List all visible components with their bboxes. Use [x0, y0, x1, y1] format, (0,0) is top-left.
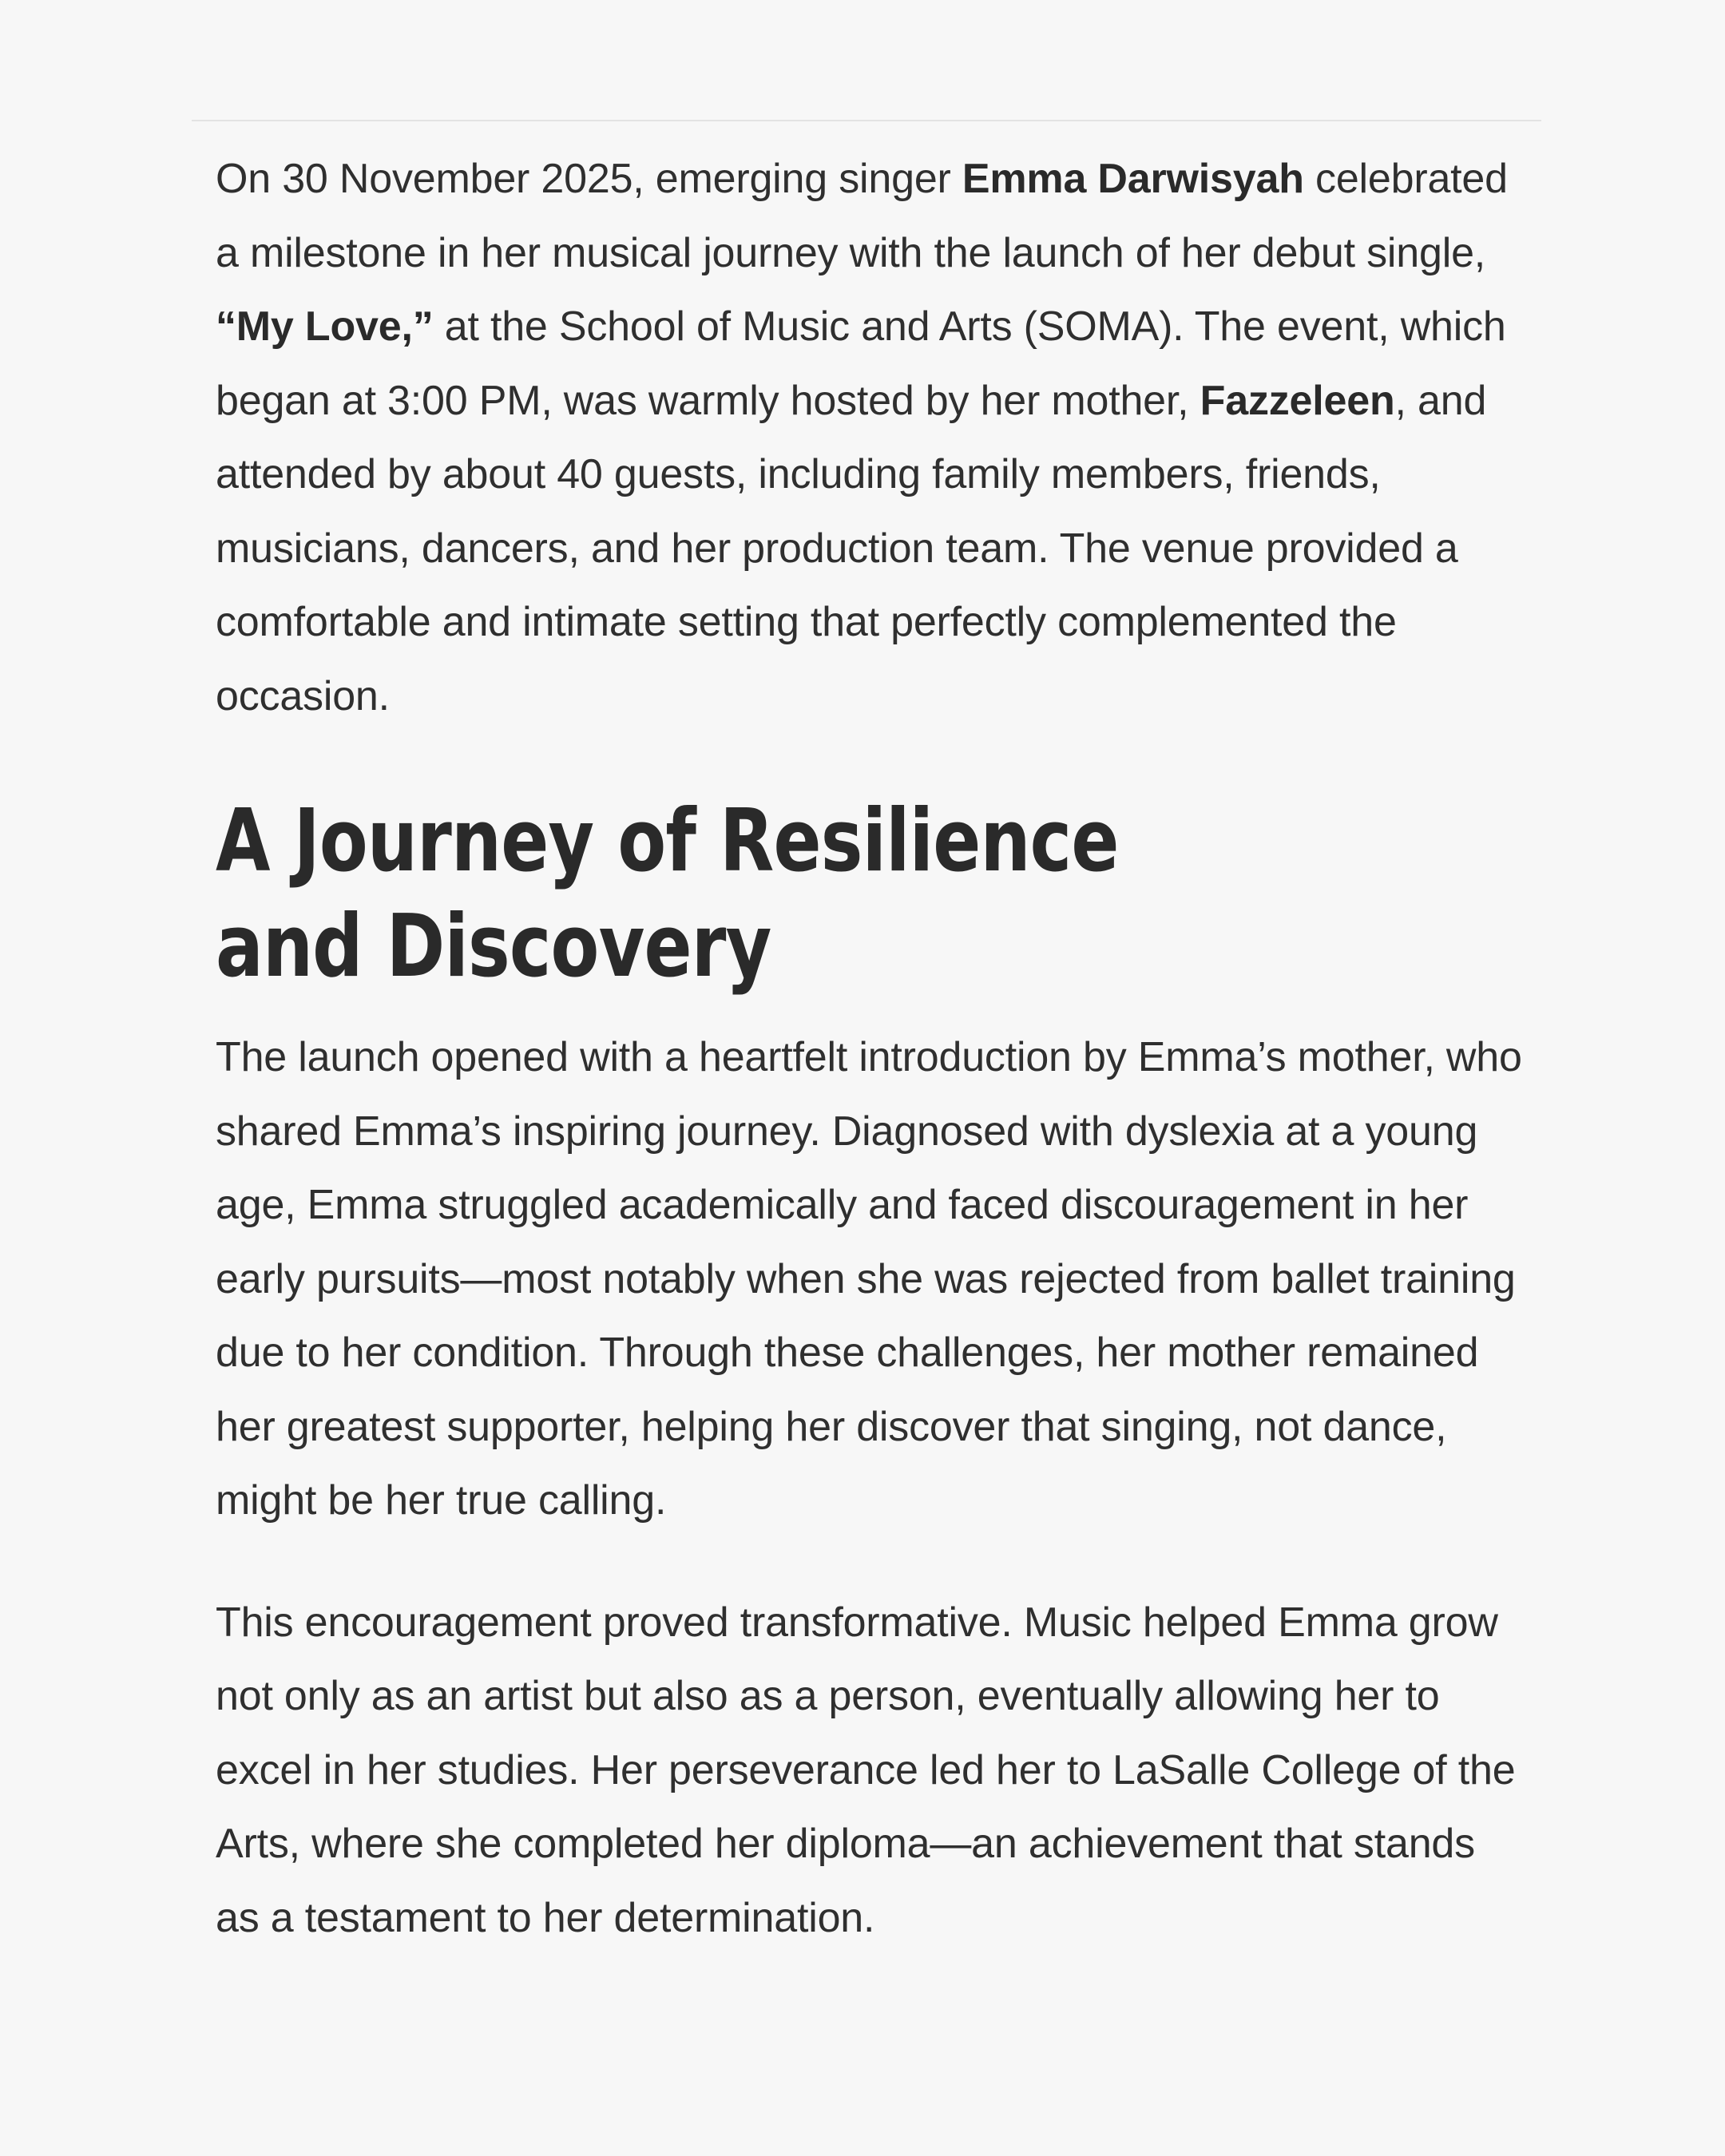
journey-paragraph: The launch opened with a heartfelt introduction by Emma’s mother, who shared Emma’s inspiring journey. Diagnosed with dyslexia at a young age, Emma struggled academically and faced discouragement in her early pursuits—most notably when she was rejected from ballet training due to her condition. Through these challenges, her mother remained her greatest supporter, helping her discover that singing, not dance, might be her true calling. — [216, 1034, 1522, 1524]
single-title: “My Love,” — [216, 303, 434, 350]
intro-paragraph — [216, 142, 1525, 733]
article-body — [216, 142, 1525, 1955]
intro-text-1: On 30 November 2025, emerging singer — [216, 156, 962, 202]
top-divider — [192, 120, 1541, 121]
transformation-paragraph: This encouragement proved transformative. Music helped Emma grow not only as an artist but also as a person, eventually allowing her to excel in her studies. Her perseverance led her to LaSalle College of the Arts, where she completed her diploma—an achievement that stands as a testament to her determination. — [216, 1599, 1516, 1941]
intro-text-4: , and attended by about 40 guests, including family members, friends, musicians, dancers, and her production team. The venue provided a comfortable and intimate setting that perfectly complemented the occasion. — [216, 377, 1487, 719]
host-name: Fazzeleen — [1200, 377, 1395, 424]
singer-name: Emma Darwisyah — [962, 156, 1304, 202]
section-heading: A Journey of Resilience and Discovery — [216, 791, 1119, 997]
intro-text-3: at the School of Music and Arts (SOMA). The event, which began at 3:00 PM, was warmly hosted by her mother, — [216, 303, 1506, 424]
intro-text-2: celebrated a milestone in her musical journey with the launch of her debut single, — [216, 156, 1508, 276]
